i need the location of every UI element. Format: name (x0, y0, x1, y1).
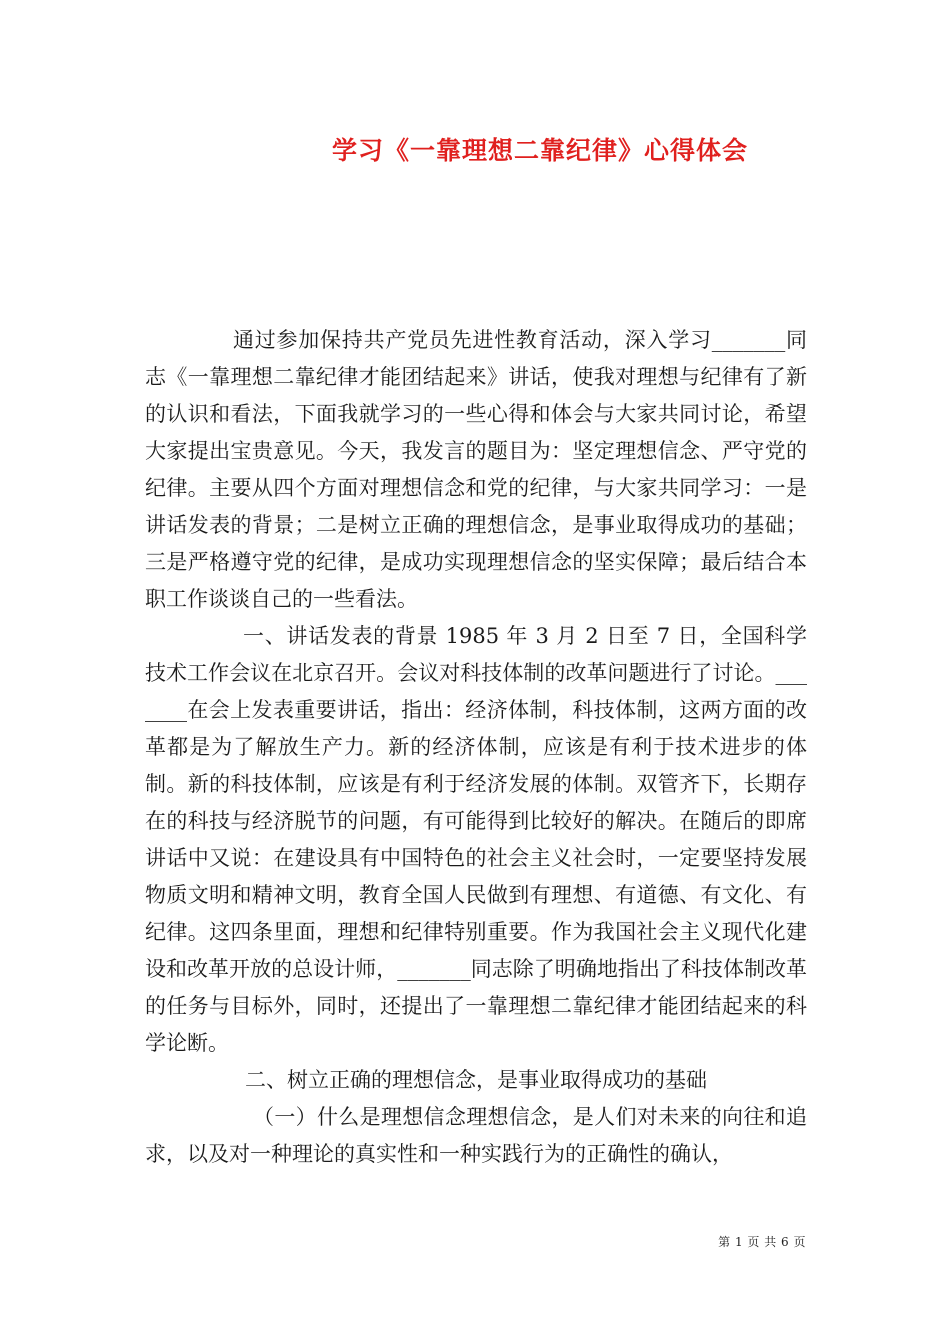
paragraph-intro (145, 322, 807, 618)
page-number-footer: 第 1 页 共 6 页 (718, 1235, 806, 1249)
paragraph-section-1 (145, 618, 807, 1062)
section-heading: 二、树立正确的理想信念，是事业取得成功的基础 (245, 1068, 707, 1092)
paragraph-text: 通过参加保持共产党员先进性教育活动，深入学习 (233, 328, 712, 352)
paragraph-text: 一、讲话发表的背景 1985 年 3 月 2 日至 7 日，全国科学技术工作会议在北京召开。会议对科技体制的改革问题进行了讨论。 (145, 624, 807, 685)
name-blank: _______ (145, 661, 807, 722)
paragraph-text: 同志《一靠理想二靠纪律才能团结起来》讲话，使我对理想与纪律有了新的认识和看法，下面我就学习的一些心得和体会与大家共同讨论，希望大家提出宝贵意见。今天，我发言的题目为：坚定理想信念、严守党的纪律。主要从四个方面对理想信念和党的纪律，与大家共同学习：一是讲话发表的背景；二是树立正确的理想信念，是事业取得成功的基础；三是严格遵守党的纪律，是成功实现理想信念的坚实保障；最后结合本职工作谈谈自己的一些看法。 (145, 328, 808, 611)
document-title: 学习《一靠理想二靠纪律》心得体会 (331, 136, 748, 165)
name-blank: _______ (711, 328, 786, 352)
name-blank: _______ (397, 957, 471, 981)
paragraph-section-2-1: （一）什么是理想信念理想信念，是人们对未来的向往和追求，以及对一种理论的真实性和一种实践行为的正确性的确认， (145, 1105, 807, 1166)
paragraph-text: 在会上发表重要讲话，指出：经济体制，科技体制，这两方面的改革都是为了解放生产力。新的经济体制，应该是有利于技术进步的体制。新的科技体制，应该是有利于经济发展的体制。双管齐下，长期存在的科技与经济脱节的问题，有可能得到比较好的解决。在随后的即席讲话中又说：在建设具有中国特色的社会主义社会时，一定要坚持发展物质文明和精神文明，教育全国人民做到有理想、有道德、有文化、有纪律。这四条里面，理想和纪律特别重要。作为我国社会主义现代化建设和改革开放的总设计师， (145, 698, 807, 981)
paragraph-text: 同志除了明确地指出了科技体制改革的任务与目标外，同时，还提出了一靠理想二靠纪律才能团结起来的科学论断。 (145, 957, 808, 1055)
document-body (145, 322, 807, 1173)
